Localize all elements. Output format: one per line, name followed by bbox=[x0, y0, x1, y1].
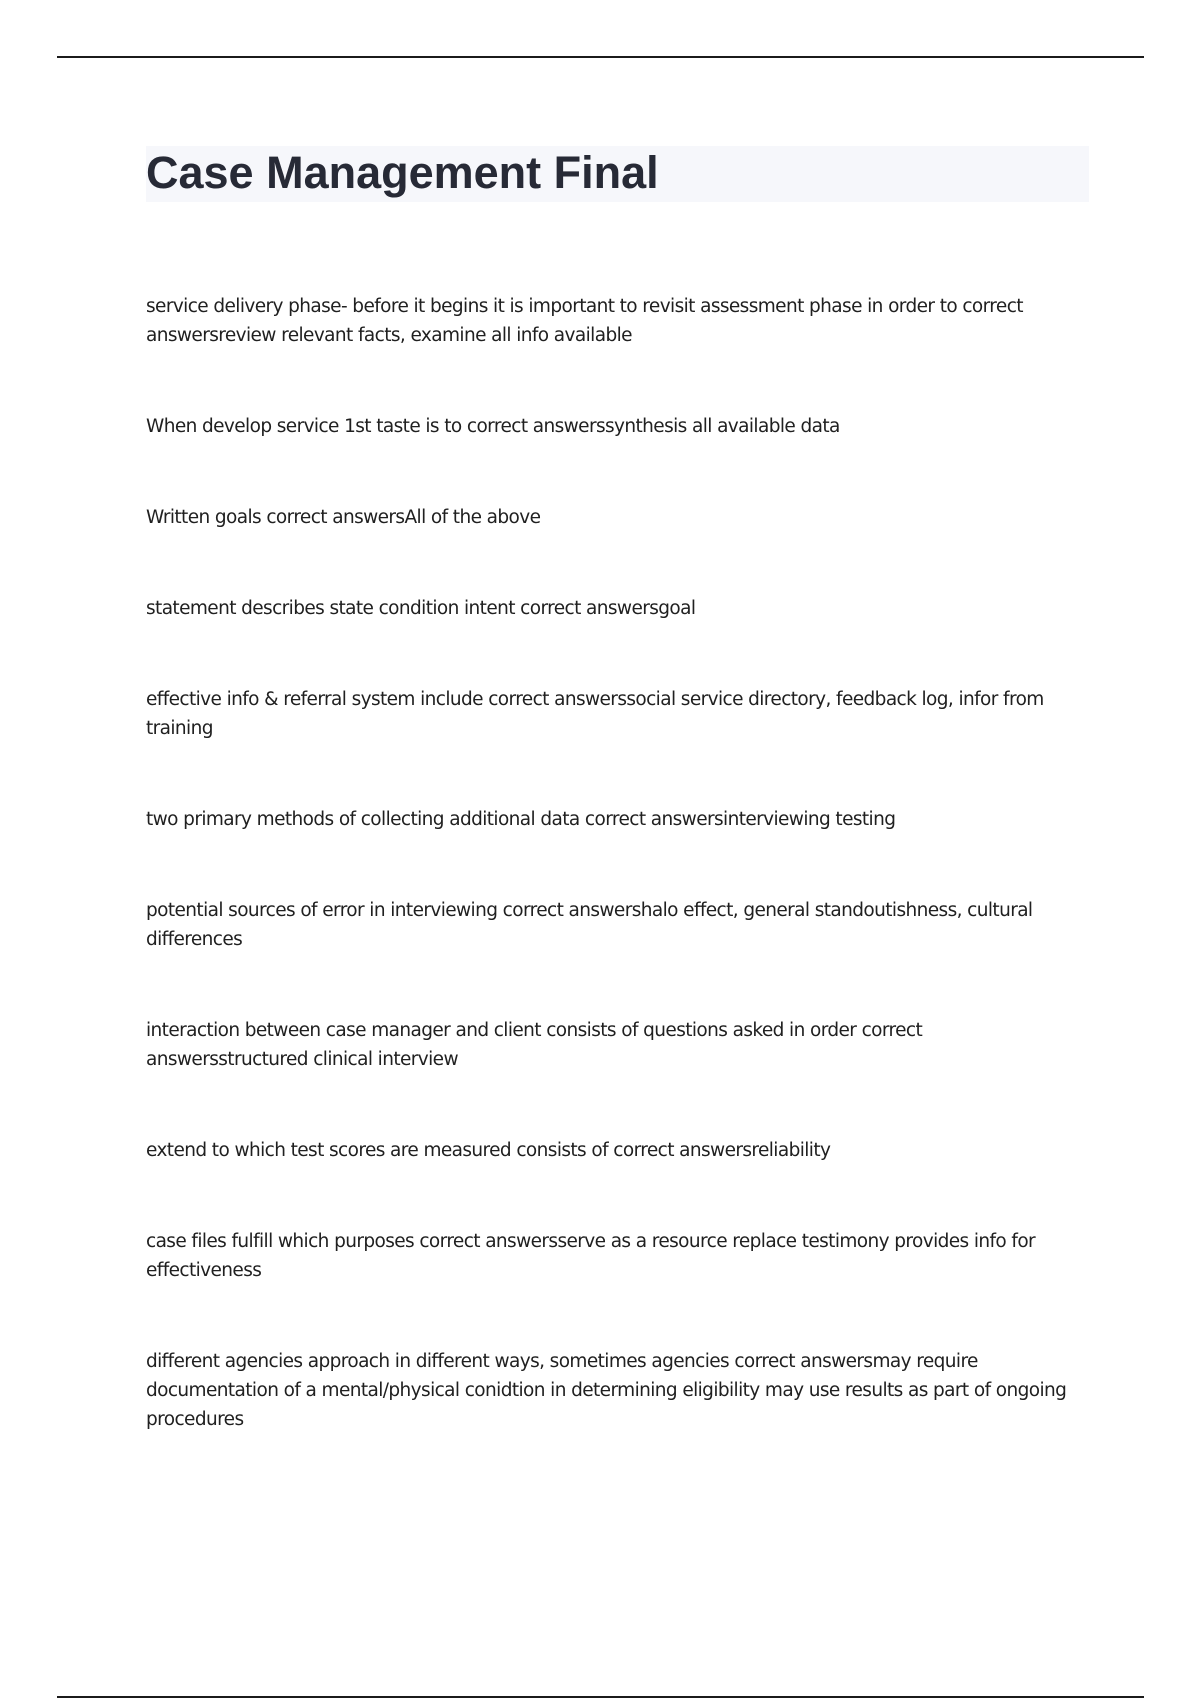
bottom-rule bbox=[57, 1696, 1144, 1698]
qa-item-8: interaction between case manager and client consists of questions asked in order correct answersstructured clinical interview bbox=[146, 1020, 923, 1070]
qa-item-6: two primary methods of collecting additional data correct answersinterviewing testing bbox=[146, 809, 896, 830]
qa-item-1: service delivery phase- before it begins it is important to revisit assessment phase in order to correct answersreview relevant facts, examine all info available bbox=[146, 296, 1023, 346]
qa-item-3: Written goals correct answersAll of the above bbox=[146, 507, 541, 528]
qa-list bbox=[146, 292, 1086, 1434]
qa-item-10: case files fulfill which purposes correct answersserve as a resource replace testimony provides info for effectiveness bbox=[146, 1231, 1036, 1281]
qa-item-5: effective info & referral system include correct answerssocial service directory, feedback log, infor from training bbox=[146, 689, 1044, 739]
qa-item-2: When develop service 1st taste is to correct answerssynthesis all available data bbox=[146, 416, 840, 437]
qa-item-11: different agencies approach in different ways, sometimes agencies correct answersmay require documentation of a mental/physical conidtion in determining eligibility may use results as part of ongoing procedures bbox=[146, 1351, 1067, 1430]
qa-item-7: potential sources of error in interviewing correct answershalo effect, general standoutishness, cultural differences bbox=[146, 900, 1033, 950]
qa-item-4: statement describes state condition intent correct answersgoal bbox=[146, 598, 696, 619]
top-rule bbox=[57, 56, 1144, 58]
page-title: Case Management Final bbox=[146, 147, 659, 198]
qa-item-9: extend to which test scores are measured consists of correct answersreliability bbox=[146, 1140, 831, 1161]
